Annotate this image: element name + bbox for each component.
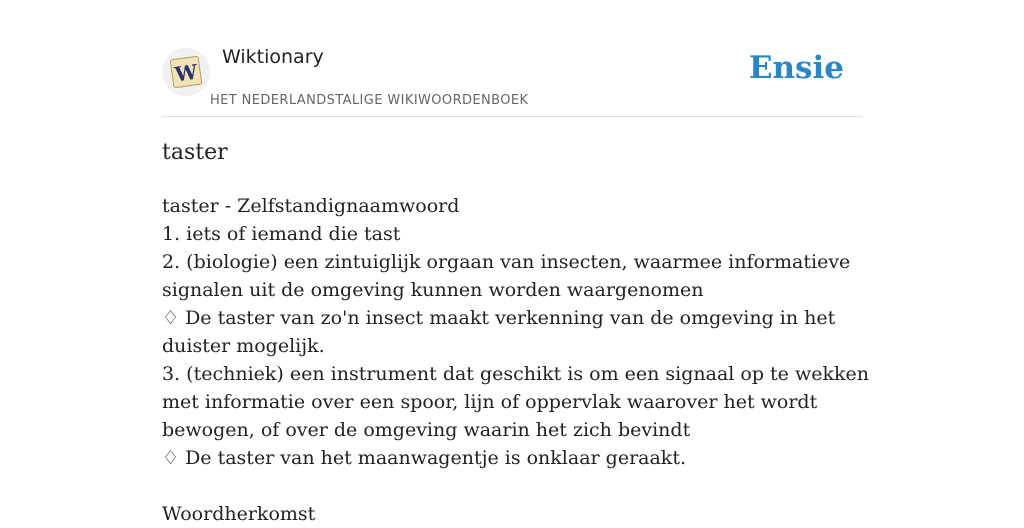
definition-1: 1. iets of iemand die tast bbox=[162, 223, 401, 245]
section-gap bbox=[162, 472, 874, 500]
site-name[interactable]: Wiktionary bbox=[222, 46, 324, 68]
ensie-brand-link[interactable]: Ensie bbox=[748, 50, 844, 86]
page-title: taster bbox=[162, 140, 228, 165]
part-of-speech-line: taster - Zelfstandignaamwoord bbox=[162, 195, 460, 217]
entry-content bbox=[162, 192, 874, 528]
section-heading-etymology: Woordherkomst bbox=[162, 503, 316, 525]
site-header bbox=[162, 40, 862, 117]
definition-3: 3. (techniek) een instrument dat geschikt is om een signaal op te wekken met informatie over een spoor, lijn of oppervlak waarover het wordt bewogen, of over de omgeving waarin het zich bevindt bbox=[162, 363, 869, 441]
site-tagline: HET NEDERLANDSTALIGE WIKIWOORDENBOEK bbox=[210, 93, 529, 108]
logo-letter: W bbox=[173, 59, 199, 87]
definition-2: 2. (biologie) een zintuiglijk orgaan van insecten, waarmee informatieve signalen uit de omgeving kunnen worden waargenomen bbox=[162, 251, 851, 301]
wiktionary-logo-icon[interactable] bbox=[162, 48, 210, 96]
example-3: ♢ De taster van het maanwagentje is onklaar geraakt. bbox=[162, 447, 686, 469]
example-2: ♢ De taster van zo'n insect maakt verkenning van de omgeving in het duister mogelijk. bbox=[162, 307, 836, 357]
